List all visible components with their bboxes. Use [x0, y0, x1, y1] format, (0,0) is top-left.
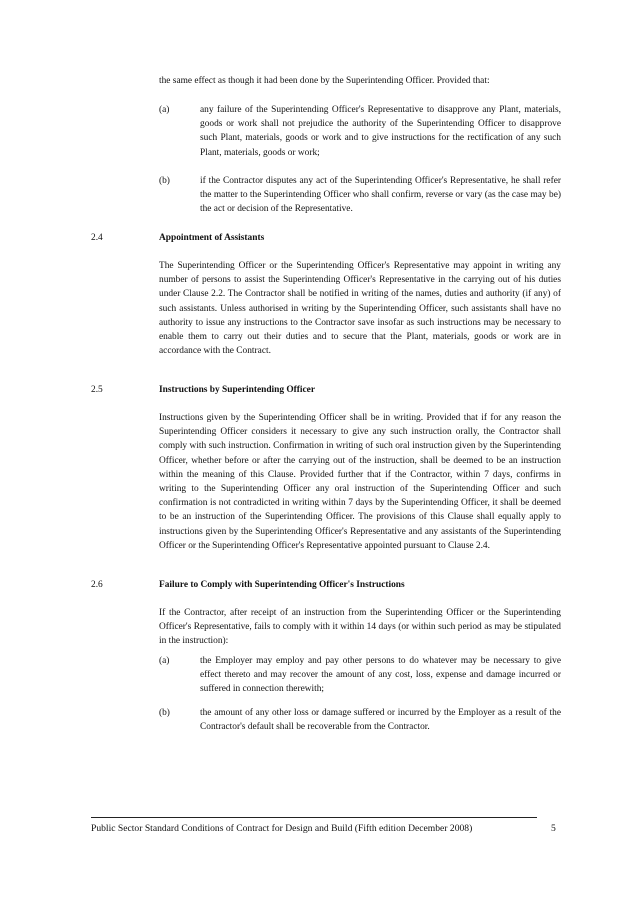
section-2-5-number: 2.5 [91, 385, 103, 395]
intro-item-b-label: (b) [159, 176, 170, 186]
section-2-6-item-a-label: (a) [159, 656, 170, 666]
intro-item-b-text: if the Contractor disputes any act of the Superintending Officer's Representative, he shall refer the matter to the Superintending Officer who shall confirm, reverse or vary (as the case may be) the act or decision of the Representative. [200, 176, 561, 215]
intro-item-a-label: (a) [159, 105, 170, 115]
section-2-6-title: Failure to Comply with Superintending Officer's Instructions [159, 580, 405, 590]
section-2-4-title: Appointment of Assistants [159, 233, 265, 243]
section-2-6-number: 2.6 [91, 580, 103, 590]
section-2-5-body: Instructions given by the Superintending Officer shall be in writing. Provided that if for any reason the Superintending Officer considers it necessary to give any such instruction orally, the Contractor shall comply with such instruction. Confirmation in writing of such oral instruction given by the Superintending Officer, whether before or after the carrying out of the instruction, shall be deemed to be an instruction within the meaning of this Clause. Provided further that if the Contractor, within 7 days, confirms in writing to the Superintending Officer any oral instruction of the Superintending Officer and such confirmation is not contradicted in writing within 7 days by the Superintending Officer, it shall be deemed to be an instruction of the Superintending Officer. The provisions of this Clause shall equally apply to instructions given by the Superintending Officer's Representative and any assistants of the Superintending Officer or the Superintending Officer's Representative appointed pursuant to Clause 2.4. [159, 413, 561, 551]
page-number: 5 [551, 823, 556, 834]
footer-text: Public Sector Standard Conditions of Contract for Design and Build (Fifth edition December 2008) [91, 823, 473, 834]
section-2-6-item-b-text: the amount of any other loss or damage suffered or incurred by the Employer as a result of the Contractor's default shall be recoverable from the Contractor. [200, 708, 561, 733]
section-2-6-item-a-text: the Employer may employ and pay other persons to do whatever may be necessary to give effect thereto and may recover the amount of any cost, loss, expense and damage incurred or suffered in connection therewith; [200, 656, 561, 695]
section-2-6-body: If the Contractor, after receipt of an instruction from the Superintending Officer or the Superintending Officer's Representative, fails to comply with it within 14 days (or within such period as may be stipulated in the instruction): [159, 608, 561, 647]
section-2-4-number: 2.4 [91, 233, 103, 243]
intro-paragraph: the same effect as though it had been done by the Superintending Officer. Provided that: [159, 76, 490, 86]
intro-item-a-text: any failure of the Superintending Officer's Representative to disapprove any Plant, materials, goods or work shall not prejudice the authority of the Superintending Officer to disapprove such Plant, materials, goods or work and to give instructions for the rectification of any such Plant, materials, goods or work; [200, 105, 561, 158]
section-2-6-item-b-label: (b) [159, 708, 170, 718]
section-2-5-title: Instructions by Superintending Officer [159, 385, 316, 395]
footer-rule [91, 817, 537, 818]
section-2-4-body: The Superintending Officer or the Superintending Officer's Representative may appoint in writing any number of persons to assist the Superintending Officer's Representative in the carrying out of his duties under Clause 2.2. The Contractor shall be notified in writing of the names, duties and authority (if any) of such assistants. Unless authorised in writing by the Superintending Officer, such assistants shall have no authority to issue any instructions to the Contractor save insofar as such instructions may be necessary to enable them to carry out their duties and to secure that the Plant, materials, goods or work are in accordance with the Contract. [159, 261, 561, 357]
